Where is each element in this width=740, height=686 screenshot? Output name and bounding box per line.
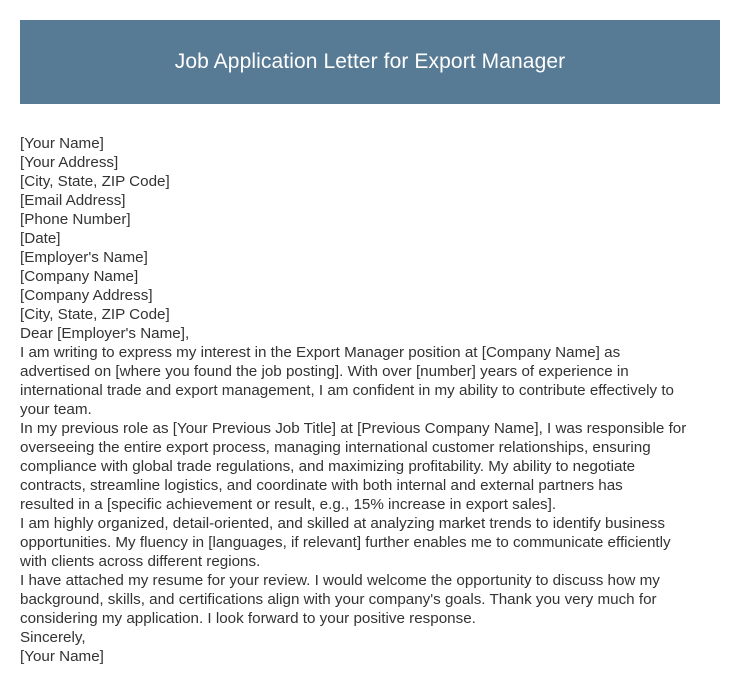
signature-name: [Your Name] — [20, 648, 104, 665]
sender-phone: [Phone Number] — [20, 211, 131, 228]
header-banner — [20, 20, 720, 104]
paragraph-line: compliance with global trade regulations, and maximizing profitability. My ability to negotiate — [20, 458, 636, 475]
sender-email: [Email Address] — [20, 192, 126, 209]
paragraph-line: I am writing to express my interest in the Export Manager position at [Company Name] as — [20, 344, 621, 361]
letter-date: [Date] — [20, 230, 61, 247]
paragraph-line: with clients across different regions. — [20, 553, 261, 570]
recipient-company-name: [Company Name] — [20, 268, 139, 285]
paragraph-line: I have attached my resume for your review. I would welcome the opportunity to discuss how my — [20, 572, 660, 589]
sender-name: [Your Name] — [20, 135, 104, 152]
closing: Sincerely, — [20, 629, 86, 646]
paragraph-line: opportunities. My fluency in [languages, if relevant] further enables me to communicate efficiently — [20, 534, 671, 551]
paragraph-intro — [20, 343, 725, 419]
letter-body — [20, 134, 725, 666]
paragraph-line: overseeing the entire export process, managing international customer relationships, ensuring — [20, 439, 651, 456]
recipient-employer-name: [Employer's Name] — [20, 249, 148, 266]
paragraph-experience — [20, 419, 725, 514]
paragraph-line: international trade and export management, I am confident in my ability to contribute effectively to — [20, 382, 674, 399]
paragraph-line: I am highly organized, detail-oriented, and skilled at analyzing market trends to identify business — [20, 515, 665, 532]
salutation: Dear [Employer's Name], — [20, 325, 190, 342]
paragraph-skills — [20, 514, 725, 571]
paragraph-line: advertised on [where you found the job posting]. With over [number] years of experience in — [20, 363, 629, 380]
paragraph-line: considering my application. I look forward to your positive response. — [20, 610, 476, 627]
sender-city-state-zip: [City, State, ZIP Code] — [20, 173, 170, 190]
paragraph-line: contracts, streamline logistics, and coordinate with both internal and external partners has — [20, 477, 623, 494]
recipient-company-address: [Company Address] — [20, 287, 153, 304]
paragraph-line: background, skills, and certifications align with your company's goals. Thank you very much for — [20, 591, 657, 608]
paragraph-line: In my previous role as [Your Previous Job Title] at [Previous Company Name], I was responsible for — [20, 420, 687, 437]
recipient-city-state-zip: [City, State, ZIP Code] — [20, 306, 170, 323]
paragraph-line: your team. — [20, 401, 92, 418]
page-title: Job Application Letter for Export Manager — [174, 50, 566, 73]
paragraph-line: resulted in a [specific achievement or result, e.g., 15% increase in export sales]. — [20, 496, 557, 513]
sender-address: [Your Address] — [20, 154, 119, 171]
paragraph-closing — [20, 571, 725, 628]
